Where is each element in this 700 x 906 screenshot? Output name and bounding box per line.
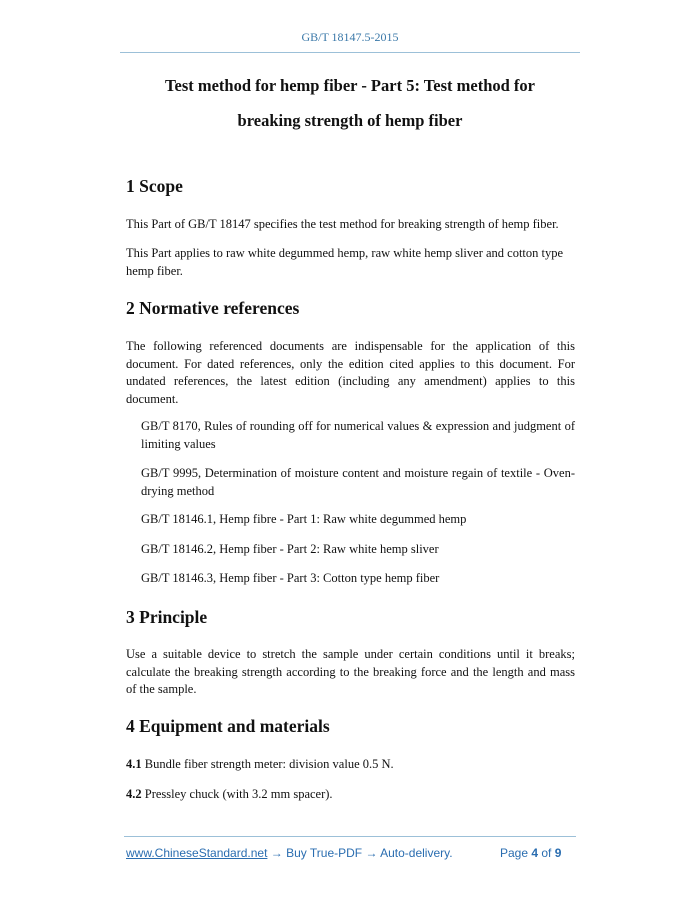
clause-text: Pressley chuck (with 3.2 mm spacer).	[141, 787, 333, 801]
footer-tagline: → Buy True-PDF → Auto-delivery.	[267, 846, 453, 860]
principle-paragraph: Use a suitable device to stretch the sample under certain conditions until it breaks; calculate the breaking strength according to the breaking force and the length and mass of the sample.	[126, 647, 575, 696]
reference-item: GB/T 8170, Rules of rounding off for numerical values & expression and judgment of limiting values	[141, 419, 575, 451]
running-header: GB/T 18147.5-2015	[301, 30, 399, 44]
page-label: Page	[500, 846, 532, 860]
clause-text: Bundle fiber strength meter: division value 0.5 N.	[141, 757, 394, 771]
section-heading-principle: 3 Principle	[126, 607, 208, 627]
reference-item: GB/T 18146.3, Hemp fiber - Part 3: Cotton type hemp fiber	[141, 571, 440, 585]
document-title-line-1: Test method for hemp fiber - Part 5: Test method for	[165, 76, 535, 95]
page-current: 4	[531, 846, 539, 860]
footer-promo	[126, 846, 453, 860]
page-total: 9	[554, 846, 562, 860]
document-title-line-2: breaking strength of hemp fiber	[237, 111, 463, 130]
scope-paragraph-2: This Part applies to raw white degummed hemp, raw white hemp sliver and cotton type hemp fiber.	[126, 246, 564, 278]
reference-item: GB/T 9995, Determination of moisture content and moisture regain of textile - Oven-drying method	[141, 466, 575, 498]
equipment-item	[126, 786, 575, 804]
reference-item: GB/T 18146.2, Hemp fiber - Part 2: Raw white hemp sliver	[141, 542, 439, 556]
normative-intro-paragraph: The following referenced documents are indispensable for the application of this document. For dated references, only the edition cited applies to this document. For undated references, the latest edition (including any amendment) applies to this document.	[126, 339, 575, 406]
section-heading-equipment: 4 Equipment and materials	[126, 716, 330, 736]
section-heading-scope: 1 Scope	[126, 176, 183, 196]
scope-paragraph-1: This Part of GB/T 18147 specifies the test method for breaking strength of hemp fiber.	[126, 217, 559, 231]
header-divider	[120, 52, 580, 53]
footer-divider	[124, 836, 576, 837]
reference-item: GB/T 18146.1, Hemp fibre - Part 1: Raw white degummed hemp	[141, 512, 467, 526]
equipment-item	[126, 756, 575, 774]
page-indicator	[500, 846, 561, 860]
website-link[interactable]: www.ChineseStandard.net	[126, 846, 268, 860]
page-of: of	[538, 846, 555, 860]
clause-number: 4.1	[126, 757, 142, 771]
section-heading-normative-references: 2 Normative references	[126, 298, 300, 318]
clause-number: 4.2	[126, 787, 142, 801]
